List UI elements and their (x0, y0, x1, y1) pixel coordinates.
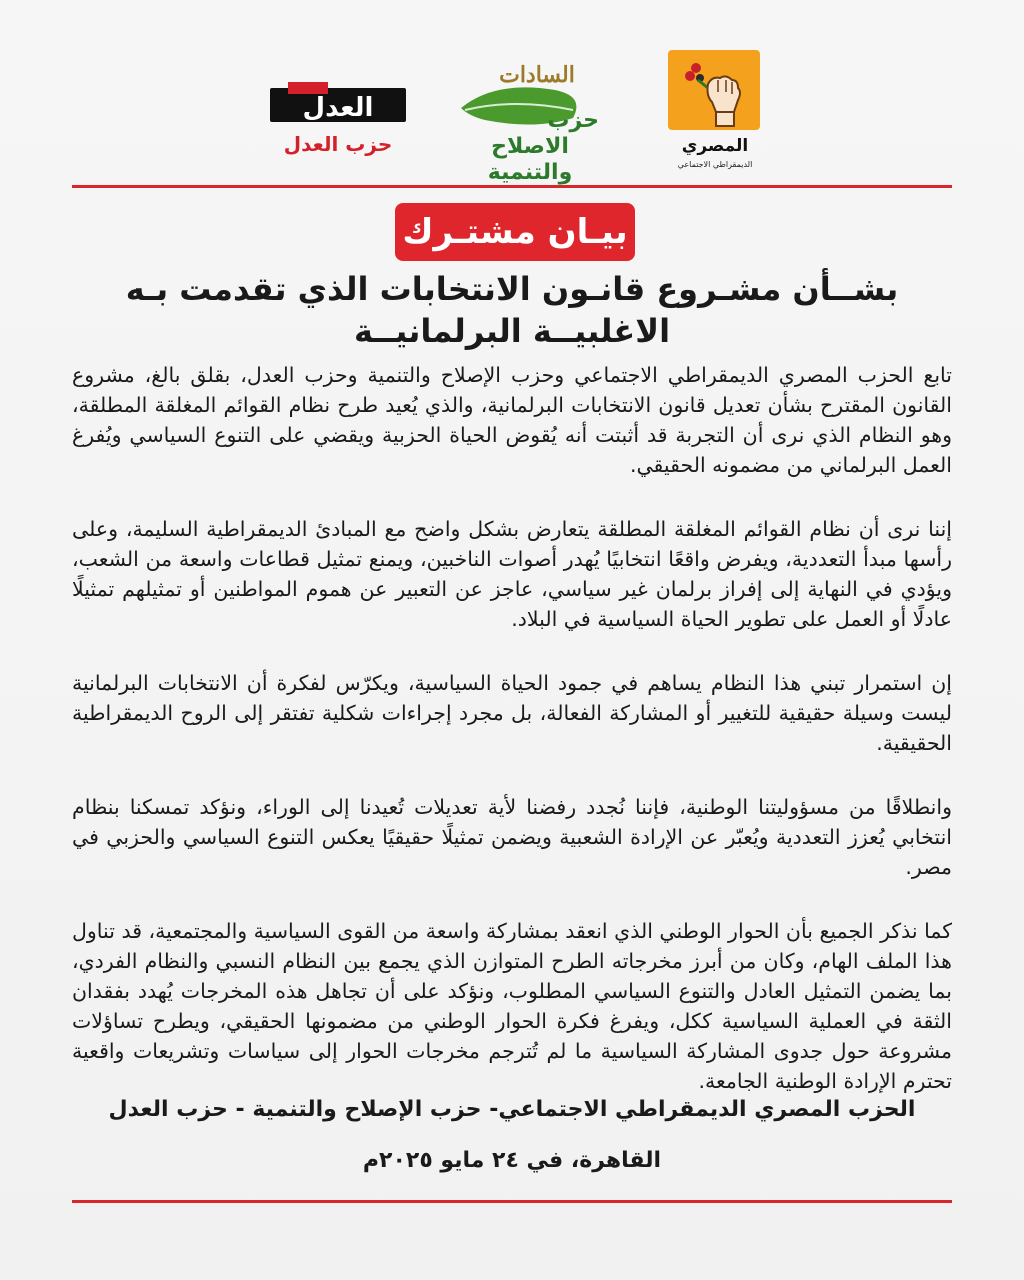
statement-badge: بيـان مشتـرك (395, 203, 635, 261)
justice-logo-name: حزب العدل (283, 132, 393, 156)
reform-development-logo (455, 60, 620, 185)
esdp-logo (660, 50, 770, 175)
reform-development-name-line1: حزب (547, 108, 599, 133)
paragraph: كما نذكر الجميع بأن الحوار الوطني الذي انعقد بمشاركة واسعة من القوى السياسية والمجتمعية، قد تناول هذا الملف الهام، وكان من أبرز مخرجاته الطرح المتوازن الذي يجمع بين النظام النسبي والنظام الفردي، بما يضمن التمثيل العادل والتنوع السياسي المطلوب، ونؤكد على أن تجاهل هذه المخرجات يُهدد بفقدان الثقة في العملية السياسية ككل، ويفرغ فكرة الحوار الوطني من مضمونها الحقيقي، ويطرح تساؤلات مشروعة حول جدوى المشاركة السياسية ما لم تُترجم مخرجات الحوار إلى سياسات وتشريعات واقعية تحترم الإرادة الوطنية الجامعة. (72, 919, 952, 1093)
justice-mark-text: العدل (302, 93, 374, 123)
dateline: القاهرة، في ٢٤ مايو ٢٠٢٥م (362, 1148, 662, 1173)
esdp-logo-badge (668, 50, 760, 130)
paragraph: إن استمرار تبني هذا النظام يساهم في جمود الحياة السياسية، ويكرّس لفكرة أن الانتخابات البرلمانية ليست وسيلة حقيقية للتغيير أو المشاركة الفعالة، بل مجرد إجراءات شكلية تفتقر إلى الروح الديمقراطية الحقيقية. (72, 671, 952, 755)
reform-development-mark: السادات (499, 62, 575, 88)
reform-development-logo-name (455, 108, 605, 186)
subject-line-2: الاغلبيــة البرلمانيــة (353, 312, 671, 350)
signatories: الحزب المصري الديمقراطي الاجتماعي- حزب الإصلاح والتنمية - حزب العدل (108, 1097, 916, 1122)
paragraph: وانطلاقًا من مسؤوليتنا الوطنية، فإننا نُجدد رفضنا لأية تعديلات تُعيدنا إلى الوراء، ونؤكد تمسكنا بنظام انتخابي يُعزز التعددية ويُعبّر عن الإرادة الشعبية ويضمن تمثيلًا حقيقيًا يعكس التنوع السياسي والحزبي في مصر. (72, 795, 952, 879)
paragraph: تابع الحزب المصري الديمقراطي الاجتماعي وحزب الإصلاح والتنمية وحزب العدل، بقلق بالغ، مشروع القانون المقترح بشأن تعديل قانون الانتخابات البرلمانية، والذي يُعيد طرح نظام القوائم المغلقة المطلقة، وهو النظام الذي نرى أن التجربة قد أثبتت أنه يُقوض الحياة الحزبية ويقضي على التنوع السياسي ويُفرغ العمل البرلماني من مضمونه الحقيقي. (72, 363, 952, 477)
paragraph: إننا نرى أن نظام القوائم المغلقة المطلقة يتعارض بشكل واضح مع المبادئ الديمقراطية السليمة، وعلى رأسها مبدأ التعددية، ويفرض واقعًا انتخابيًا يُهدر أصوات الناخبين، ويمنع تمثيل قطاعات واسعة من الشعب، ويؤدي في النهاية إلى إفراز برلمان غير سياسي، عاجز عن التعبير عن هموم المواطنين أو تمثيلهم تمثيلًا عادلًا أو العمل على تطوير الحياة السياسية في البلاد. (72, 517, 952, 631)
reform-development-name-line2: الاصلاح والتنمية (487, 134, 573, 185)
esdp-logo-name: المصري (681, 136, 749, 156)
raised-fist-icon (668, 50, 760, 130)
bottom-divider (72, 1200, 952, 1203)
justice-logo (268, 80, 408, 160)
statement-body (72, 360, 952, 1096)
justice-mark-icon (268, 80, 408, 130)
party-logos (0, 40, 1024, 185)
top-divider (72, 185, 952, 188)
subject-line-1: بشــأن مشـروع قانـون الانتخابات الذي تقدمت بـه (125, 270, 899, 308)
statement-subject (100, 268, 924, 352)
esdp-logo-subtitle: الديمقراطي الاجتماعي (677, 160, 753, 169)
